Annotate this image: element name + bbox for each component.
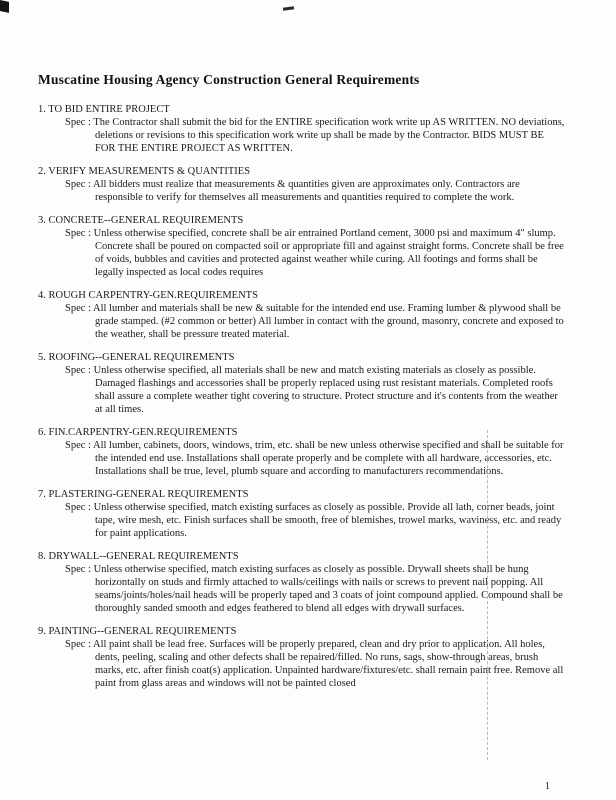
scan-artifact-corner-speck xyxy=(0,0,9,13)
section-spec: Spec : Unless otherwise specified, match existing surfaces as closely as possible. Provide all lath, corner beads, joint tape, wire mesh, etc. Finish surfaces shall be smooth, free of blemishes, trowel marks, waviness, etc. and ready for paint applications. xyxy=(65,502,562,539)
section-4 xyxy=(38,289,566,341)
section-spec: Spec : Unless otherwise specified, all materials shall be new and match existing materials as closely as possible. Damaged flashings and accessories shall be properly replaced using rust resistant materials. Completed roofs shall assure a complete weather tight covering to structure. Protect structure and it's contents from the weather at all times. xyxy=(65,365,558,415)
section-3 xyxy=(38,214,566,279)
section-heading: 3. CONCRETE--GENERAL REQUIREMENTS xyxy=(38,215,244,226)
scan-artifact-dotted-line xyxy=(487,430,488,760)
section-2 xyxy=(38,165,566,204)
section-heading: 1. TO BID ENTIRE PROJECT xyxy=(38,104,170,115)
section-spec: Spec : All lumber, cabinets, doors, windows, trim, etc. shall be new unless otherwise specified and shall be suitable for the intended end use. Installations shall operate properly and be complete with all hardware, accessories, etc. Installations shall be true, level, plumb square and according to manufacturers recommendations. xyxy=(65,440,564,477)
section-spec: Spec : All bidders must realize that measurements & quantities given are approximates only. Contractors are responsible to verify for themselves all measurements and quantities required to complete the work. xyxy=(65,179,520,203)
page-number: 1 xyxy=(544,781,550,792)
section-heading: 5. ROOFING--GENERAL REQUIREMENTS xyxy=(38,352,235,363)
section-heading: 8. DRYWALL--GENERAL REQUIREMENTS xyxy=(38,551,239,562)
section-1 xyxy=(38,103,566,155)
document-title: Muscatine Housing Agency Construction General Requirements xyxy=(38,72,420,87)
section-spec: Spec : The Contractor shall submit the bid for the ENTIRE specification work write up AS WRITTEN. NO deviations, deletions or revisions to this specification work write up shall be made by the Contractor. BIDS MUST BE FOR THE ENTIRE PROJECT AS WRITTEN. xyxy=(65,117,565,154)
section-spec: Spec : All paint shall be lead free. Surfaces will be properly prepared, clean and dry prior to application. All holes, dents, peeling, scaling and other defects shall be repaired/filled. No runs, sags, show-through areas, brush marks, etc. after finish coat(s) application. Unpainted hardware/fixtures/etc. shall remain paint free. Remove all paint from glass areas and windows will not be painted closed xyxy=(65,639,564,689)
section-heading: 9. PAINTING--GENERAL REQUIREMENTS xyxy=(38,626,237,637)
section-spec: Spec : Unless otherwise specified, match existing surfaces as closely as possible. Drywall sheets shall be hung horizontally on studs and firmly attached to walls/ceilings with nails or screws to prevent nail popping. All seams/joints/holes/nail heads will be properly taped and 3 coats of joint compound applied. Compound shall be thoroughly sanded smooth and edges feathered to blend all edges with drywall surfaces. xyxy=(65,564,563,614)
section-spec: Spec : Unless otherwise specified, concrete shall be air entrained Portland cement, 3000 psi and maximum 4" slump. Concrete shall be poured on compacted soil or appropriate fill and against straight forms. Concrete shall be free of voids, bubbles and cavities and protected against weather while curing. All footings and forms shall be legally inspected as local codes requires xyxy=(65,228,564,278)
section-heading: 7. PLASTERING-GENERAL REQUIREMENTS xyxy=(38,489,249,500)
section-spec: Spec : All lumber and materials shall be new & suitable for the intended end use. Framing lumber & plywood shall be grade stamped. (#2 common or better) All lumber in contact with the ground, masonry, concrete and exposed to the weather, shall be pressure treated material. xyxy=(65,303,564,340)
section-heading: 6. FIN.CARPENTRY-GEN.REQUIREMENTS xyxy=(38,427,238,438)
section-heading: 2. VERIFY MEASUREMENTS & QUANTITIES xyxy=(38,166,251,177)
section-heading: 4. ROUGH CARPENTRY-GEN.REQUIREMENTS xyxy=(38,290,258,301)
section-5 xyxy=(38,351,566,416)
scan-artifact-top-mark xyxy=(283,6,294,11)
